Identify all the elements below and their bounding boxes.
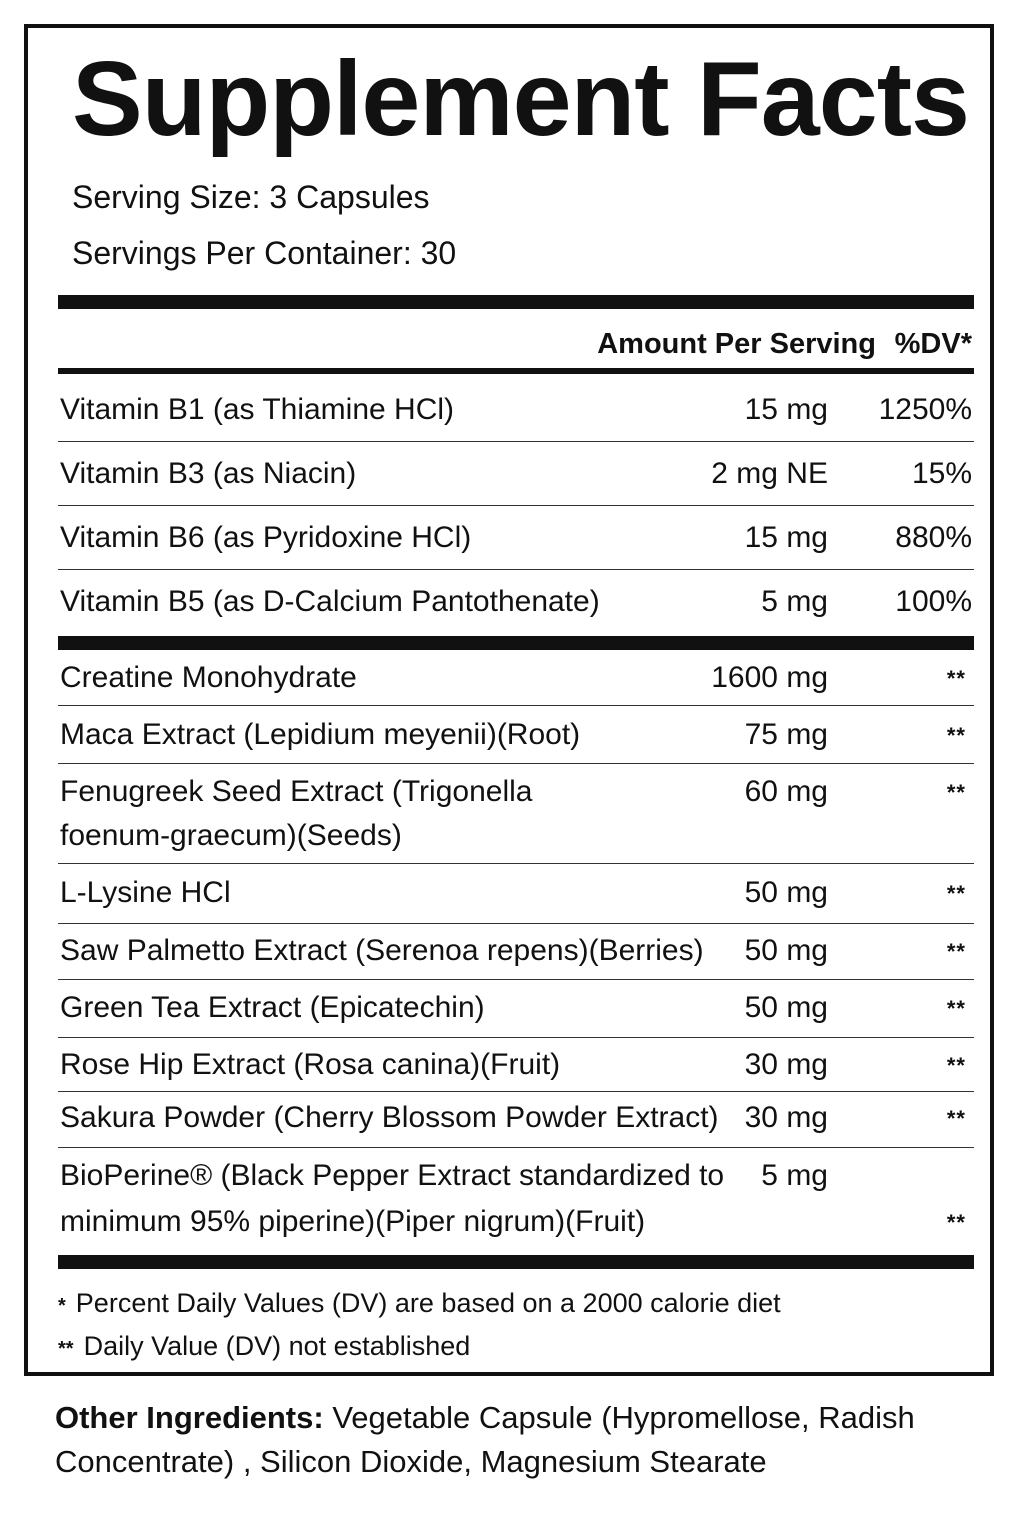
panel-title: Supplement Facts [72, 40, 969, 158]
table-row [58, 650, 974, 706]
ingredient-name: BioPerine® (Black Pepper Extract standardized to [60, 1159, 725, 1192]
table-row [58, 706, 974, 764]
ingredient-amount: 50 mg [744, 991, 828, 1024]
ingredient-amount: 50 mg [744, 934, 828, 967]
footnote-text: Daily Value (DV) not established [83, 1331, 471, 1361]
medium-divider [58, 368, 974, 374]
footnote-text: Percent Daily Values (DV) are based on a 2000 calorie diet [75, 1288, 781, 1318]
ingredient-name: Fenugreek Seed Extract (Trigonella [60, 775, 533, 808]
dv-not-established-mark: ** [946, 1053, 966, 1078]
serving-size: Serving Size: 3 Capsules [72, 179, 430, 215]
table-row [58, 506, 974, 570]
dv-not-established-mark: ** [946, 1106, 966, 1131]
ingredient-name-line-2: foenum-graecum)(Seeds) [60, 819, 402, 852]
table-row [58, 570, 974, 634]
ingredient-amount: 60 mg [744, 775, 828, 808]
nutrient-name: Vitamin B5 (as D-Calcium Pantothenate) [60, 585, 600, 618]
thick-divider-bottom [58, 1255, 974, 1269]
ingredient-amount: 30 mg [744, 1101, 828, 1134]
footnote-dv [58, 1290, 781, 1317]
nutrient-dv: 100% [895, 585, 972, 618]
ingredient-name: L-Lysine HCl [60, 876, 231, 909]
ingredient-name: Maca Extract (Lepidium meyenii)(Root) [60, 718, 581, 751]
table-row [58, 980, 974, 1038]
dv-not-established-mark: ** [946, 996, 966, 1021]
dv-not-established-mark: ** [946, 666, 966, 691]
ingredient-name: Sakura Powder (Cherry Blossom Powder Extract) [60, 1101, 719, 1134]
ingredient-amount: 5 mg [761, 1159, 828, 1192]
ingredient-amount: 75 mg [744, 718, 828, 751]
dv-not-established-mark: ** [946, 939, 966, 964]
other-ingredients-label: Other Ingredients: [55, 1400, 324, 1435]
other-ingredients-text: Vegetable Capsule (Hypromellose, Radish Concentrate) , Silicon Dioxide, Magnesium Stearate [55, 1400, 915, 1479]
ingredient-name: Rose Hip Extract (Rosa canina)(Fruit) [60, 1048, 561, 1081]
nutrient-dv: 15% [911, 457, 972, 490]
thick-divider-top [58, 295, 974, 309]
other-ingredients [55, 1396, 985, 1484]
table-row [58, 442, 974, 506]
footnote-not-established [58, 1333, 470, 1360]
supplement-facts-panel [24, 24, 994, 1376]
table-row [58, 764, 974, 864]
ingredient-amount: 30 mg [744, 1048, 828, 1081]
nutrient-dv: 880% [895, 521, 972, 554]
table-row [58, 1148, 974, 1252]
amount-header: Amount Per Serving [597, 328, 876, 360]
dv-header: %DV* [894, 328, 972, 360]
dv-not-established-mark: ** [946, 1210, 966, 1235]
ingredient-name: Saw Palmetto Extract (Serenoa repens)(Berries) [60, 934, 704, 967]
ingredient-name: Green Tea Extract (Epicatechin) [60, 991, 485, 1024]
ingredient-name: Creatine Monohydrate [60, 661, 357, 694]
dv-not-established-mark: ** [946, 881, 966, 906]
table-row [58, 924, 974, 980]
table-row [58, 378, 974, 442]
nutrient-name: Vitamin B1 (as Thiamine HCl) [60, 393, 455, 426]
ingredient-amount: 1600 mg [711, 661, 828, 694]
servings-per-container: Servings Per Container: 30 [72, 235, 457, 271]
thick-divider-middle [58, 636, 974, 650]
nutrient-amount: 15 mg [744, 393, 828, 426]
nutrient-name: Vitamin B3 (as Niacin) [60, 457, 357, 490]
column-header [58, 328, 974, 364]
footnote-mark: ** [58, 1338, 74, 1360]
table-row [58, 864, 974, 924]
dv-not-established-mark: ** [946, 723, 966, 748]
ingredient-name-line-2: minimum 95% piperine)(Piper nigrum)(Fruit) [60, 1205, 646, 1238]
footnote-mark: * [58, 1295, 66, 1317]
table-row [58, 1038, 974, 1092]
table-row [58, 1092, 974, 1148]
nutrient-amount: 5 mg [761, 585, 828, 618]
nutrient-name: Vitamin B6 (as Pyridoxine HCl) [60, 521, 472, 554]
nutrient-amount: 15 mg [744, 521, 828, 554]
nutrient-amount: 2 mg NE [711, 457, 828, 490]
nutrient-dv: 1250% [878, 393, 972, 426]
ingredient-amount: 50 mg [744, 876, 828, 909]
dv-not-established-mark: ** [946, 780, 966, 805]
